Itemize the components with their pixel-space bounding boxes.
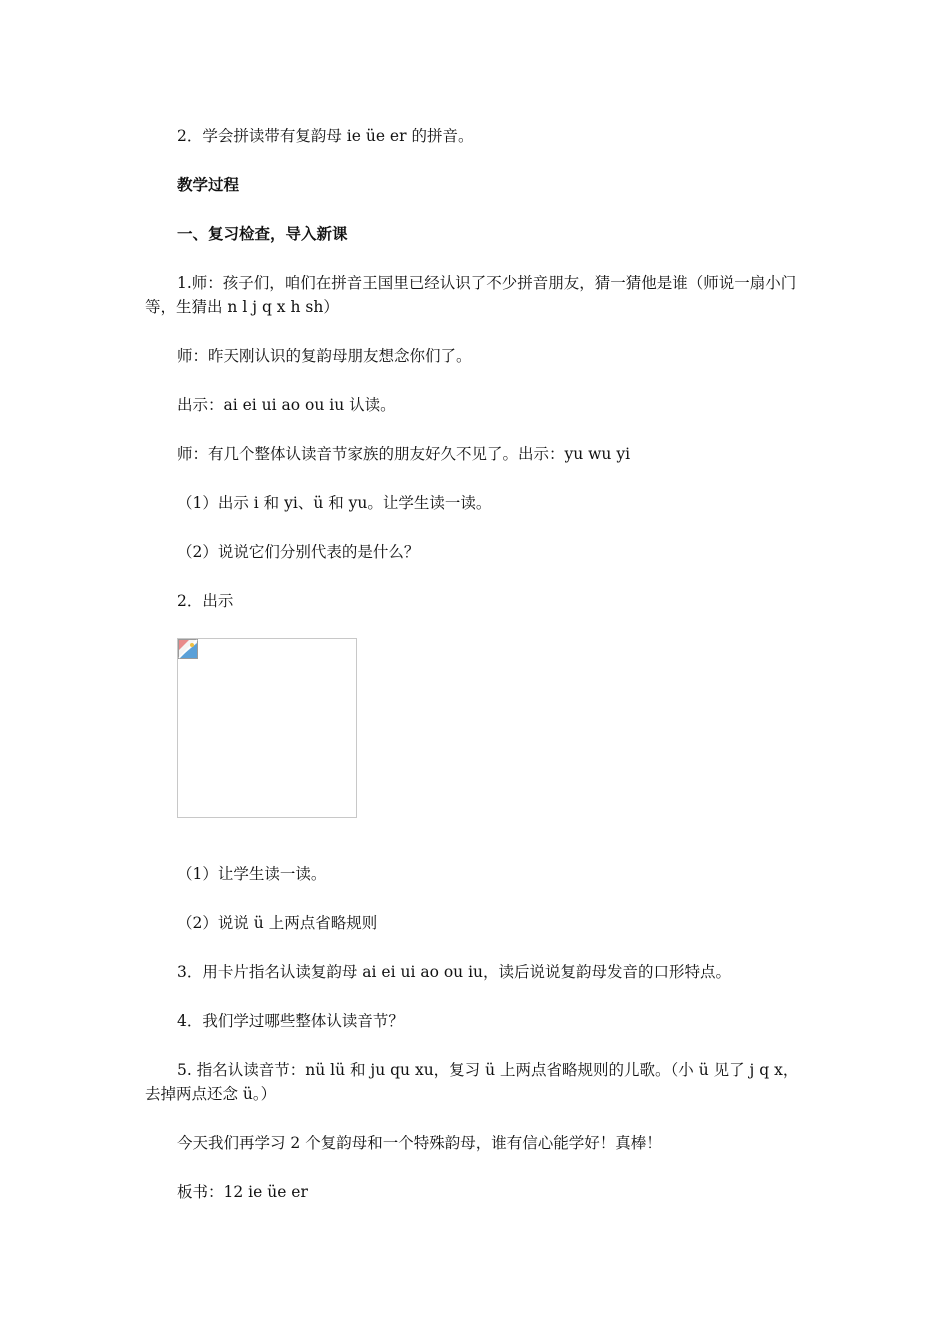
step-5-paragraph: 5. 指名认读音节：nü lü 和 ju qu xu，复习 ü 上两点省略规则的儿歌。（小 ü 见了 j q x，去掉两点还念 ü。）	[145, 1061, 799, 1103]
sub-item-2: （2）说说它们分别代表的是什么？	[177, 543, 420, 561]
step-1-paragraph: 1.师：孩子们，咱们在拼音王国里已经认识了不少拼音朋友，猜一猜他是谁（师说一扇小门等，生猜出 n l j q x h sh）	[145, 274, 797, 316]
teacher-line-1: 师：昨天刚认识的复韵母朋友想念你们了。	[177, 347, 472, 365]
teacher-line-2: 师：有几个整体认读音节家族的朋友好久不见了。出示：yu wu yi	[177, 445, 631, 463]
step-3-paragraph: 3．用卡片指名认读复韵母 ai ei ui ao ou iu，读后说说复韵母发音的口形特点。	[177, 963, 732, 981]
board-writing-paragraph: 板书：12 ie üe er	[177, 1183, 308, 1201]
goal-2-paragraph: 2．学会拼读带有复韵母 ie üe er 的拼音。	[177, 127, 474, 145]
show-finals-line: 出示：ai ei ui ao ou iu 认读。	[177, 396, 396, 414]
broken-image-icon	[178, 639, 198, 659]
today-paragraph: 今天我们再学习 2 个复韵母和一个特殊韵母，谁有信心能学好！真棒！	[177, 1134, 662, 1152]
sub-item-3: （1）让学生读一读。	[177, 865, 327, 883]
sub-item-4: （2）说说 ü 上两点省略规则	[177, 914, 378, 932]
step-2-paragraph: 2．出示	[177, 592, 234, 610]
step-4-paragraph: 4．我们学过哪些整体认读音节？	[177, 1012, 404, 1030]
document-body	[145, 124, 810, 1229]
section-heading-teaching-process: 教学过程	[177, 175, 240, 194]
part-1-heading: 一、复习检查，导入新课	[177, 224, 348, 243]
sub-item-1: （1）出示 i 和 yi、ü 和 yu。让学生读一读。	[177, 494, 492, 512]
image-placeholder	[177, 638, 357, 818]
